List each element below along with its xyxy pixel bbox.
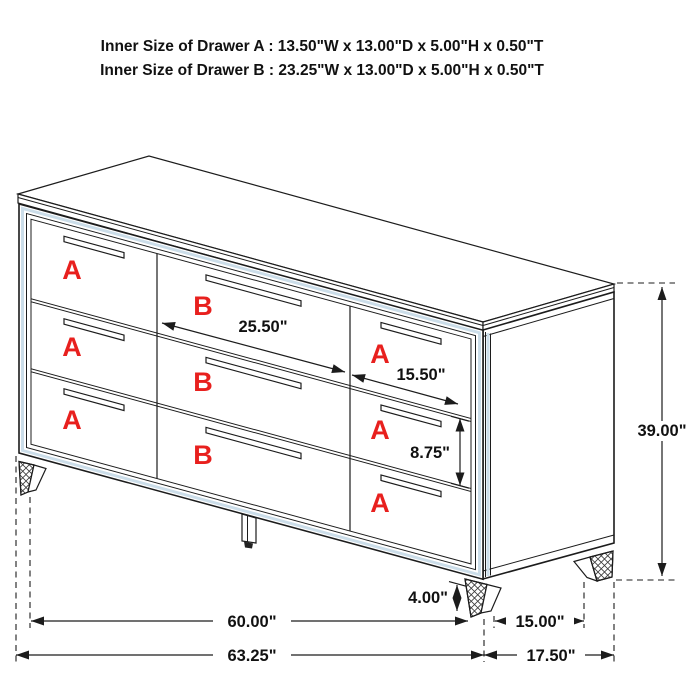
front-left-leg [19, 462, 46, 496]
drawer-label: A [62, 405, 82, 435]
dimension-value: 25.50" [238, 318, 288, 336]
header [100, 38, 544, 79]
dimension-value: 15.00" [515, 613, 565, 631]
drawer-label: A [62, 332, 82, 362]
dimension-leg-height [408, 582, 466, 611]
dimension-overall-width [16, 644, 484, 665]
center-leg [242, 514, 256, 549]
drawer-label: A [370, 488, 390, 518]
drawer-label: B [193, 291, 213, 321]
drawer-label: B [193, 367, 213, 397]
drawer-label: A [370, 415, 390, 445]
drawer-label: B [193, 440, 213, 470]
dresser-side-panel [483, 292, 614, 579]
dimension-value: 63.25" [227, 647, 277, 665]
dimension-value: 39.00" [637, 422, 687, 440]
drawer-label: A [62, 255, 82, 285]
inner-size-drawer-b-text: Inner Size of Drawer B : 23.25"W x 13.00"D x 5.00"H x 0.50"T [100, 62, 544, 79]
front-right-leg [465, 579, 501, 617]
dimension-overall-depth [484, 644, 614, 665]
dimension-value: 60.00" [227, 613, 277, 631]
dimension-value: 8.75" [410, 444, 450, 462]
back-right-leg [574, 551, 613, 581]
dimension-value: 17.50" [526, 647, 576, 665]
dimension-overall-height [616, 283, 696, 580]
dimension-side-leg-span [495, 610, 584, 631]
dimension-value: 15.50" [396, 366, 446, 384]
side-face [483, 292, 614, 579]
dimension-front-leg-span [31, 610, 468, 631]
inner-size-drawer-a-text: Inner Size of Drawer A : 13.50"W x 13.00"D x 5.00"H x 0.50"T [100, 38, 544, 55]
drawer-label: A [370, 339, 390, 369]
dimension-value: 4.00" [408, 589, 448, 607]
